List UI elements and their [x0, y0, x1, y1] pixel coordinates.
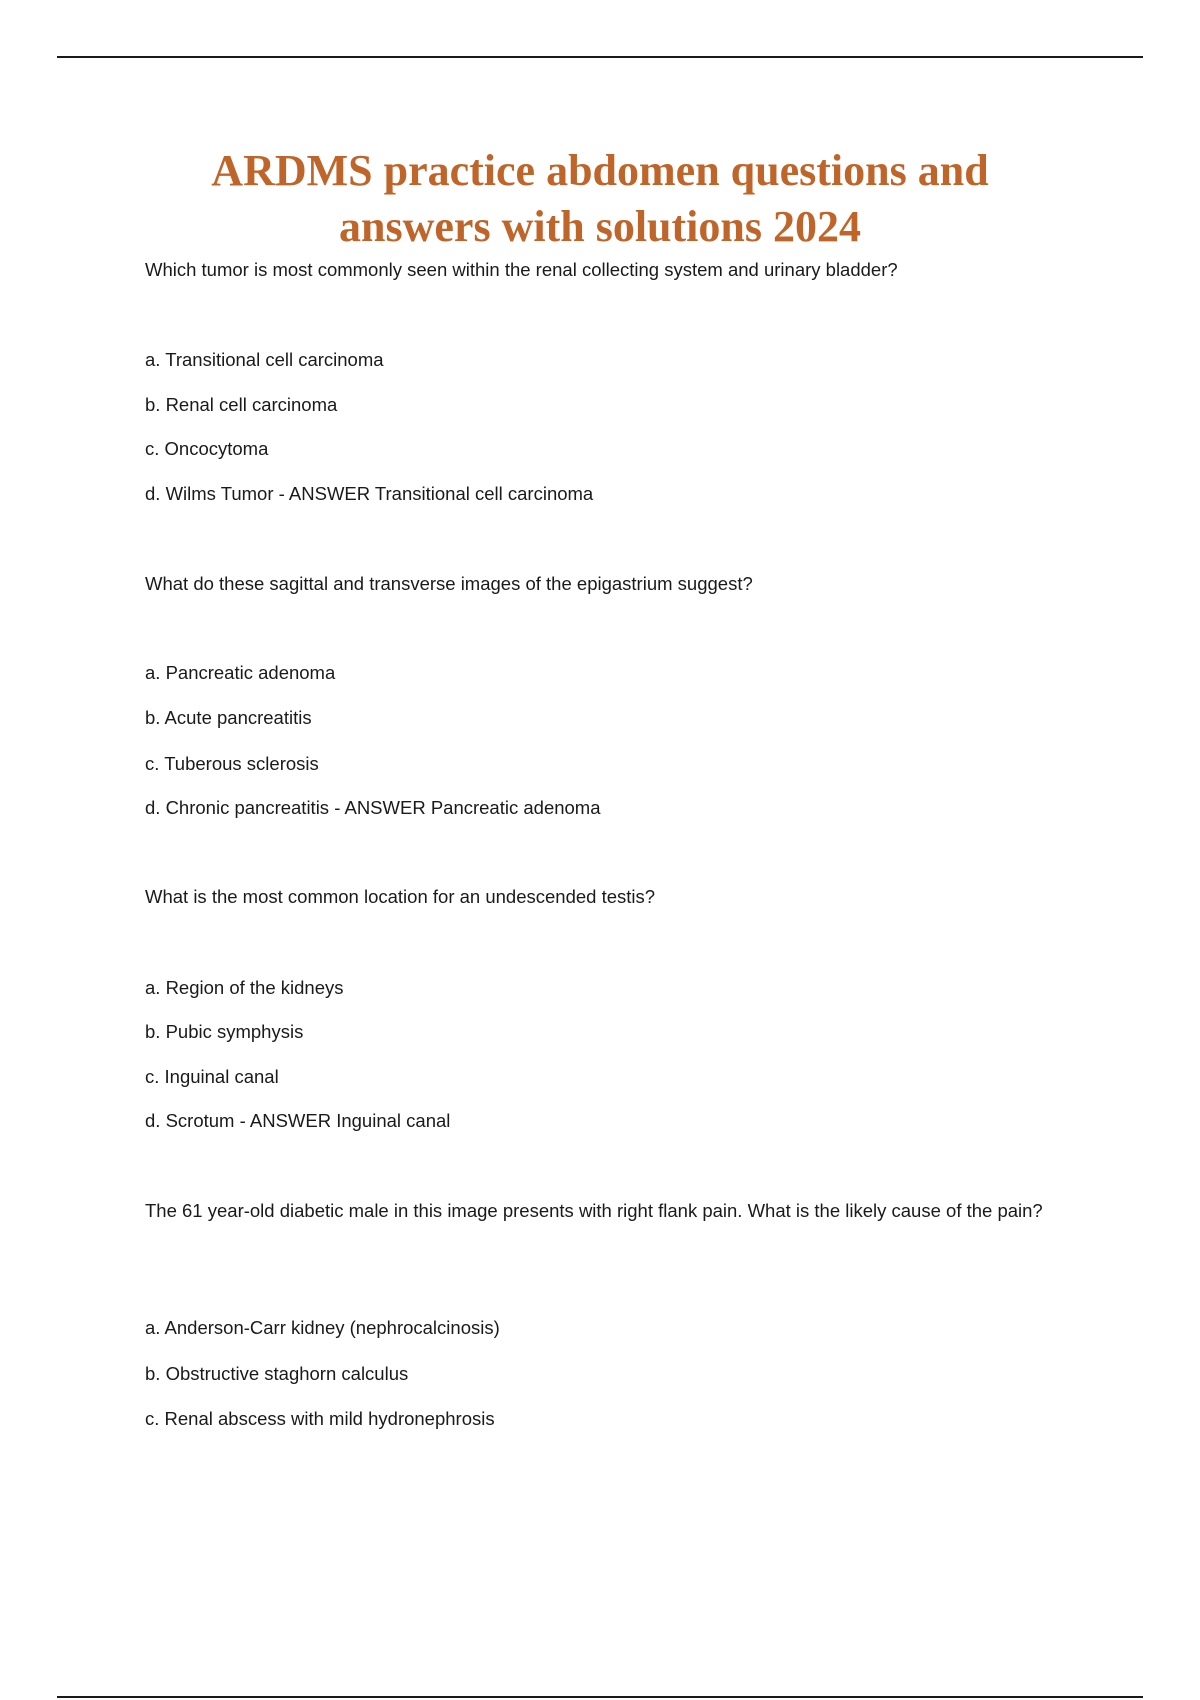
question-1-option-d: d. Wilms Tumor - ANSWER Transitional cell carcinoma	[145, 483, 594, 504]
question-1-option-c: c. Oncocytoma	[145, 438, 269, 459]
question-1-option-b: b. Renal cell carcinoma	[145, 394, 338, 415]
title-line-1: ARDMS practice abdomen questions and	[211, 146, 989, 195]
question-4-option-b: b. Obstructive staghorn calculus	[145, 1363, 409, 1384]
bottom-rule	[57, 1696, 1143, 1698]
title-line-2: answers with solutions 2024	[339, 202, 861, 251]
question-3-option-d: d. Scrotum - ANSWER Inguinal canal	[145, 1110, 451, 1131]
question-1-text: Which tumor is most commonly seen within the renal collecting system and urinary bladder?	[145, 259, 898, 280]
question-4-option-c: c. Renal abscess with mild hydronephrosis	[145, 1408, 495, 1429]
question-2-text: What do these sagittal and transverse images of the epigastrium suggest?	[145, 573, 753, 594]
question-2-option-d: d. Chronic pancreatitis - ANSWER Pancreatic adenoma	[145, 797, 601, 818]
question-2-option-b: b. Acute pancreatitis	[145, 707, 312, 728]
top-rule	[57, 56, 1143, 58]
question-2-option-c: c. Tuberous sclerosis	[145, 753, 319, 774]
question-3-option-a: a. Region of the kidneys	[145, 977, 344, 998]
question-4-option-a: a. Anderson-Carr kidney (nephrocalcinosis)	[145, 1317, 500, 1338]
question-3-option-c: c. Inguinal canal	[145, 1066, 279, 1087]
question-2-option-a: a. Pancreatic adenoma	[145, 662, 336, 683]
question-3-option-b: b. Pubic symphysis	[145, 1021, 304, 1042]
page-title	[100, 143, 1100, 255]
question-3-text: What is the most common location for an undescended testis?	[145, 886, 656, 907]
question-1-option-a: a. Transitional cell carcinoma	[145, 349, 384, 370]
question-4-text: The 61 year-old diabetic male in this image presents with right flank pain. What is the likely cause of the pain?	[145, 1200, 1043, 1221]
